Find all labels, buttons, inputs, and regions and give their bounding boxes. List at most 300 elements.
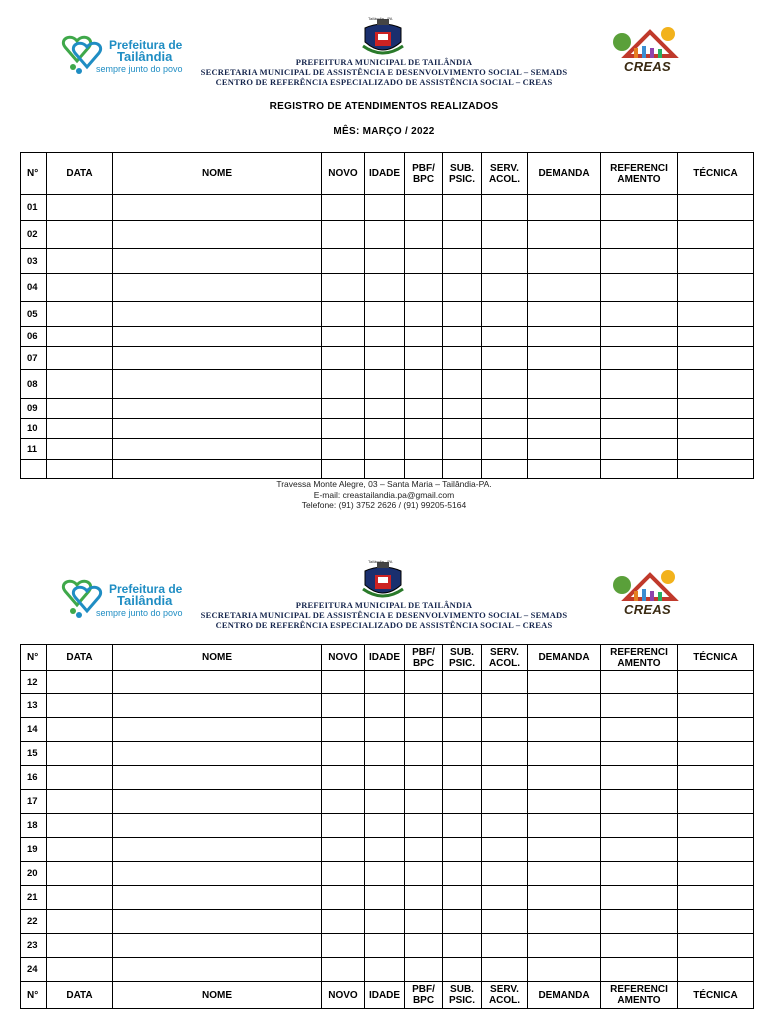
table-row (21, 718, 754, 742)
entry-cell[interactable] (678, 814, 754, 838)
row-number: 08 (21, 370, 47, 399)
row-number: 24 (21, 958, 47, 982)
entry-cell[interactable] (322, 910, 365, 934)
entry-cell[interactable] (405, 958, 443, 982)
entry-cell[interactable] (678, 671, 754, 694)
entry-cell[interactable] (601, 347, 678, 370)
entry-cell[interactable] (528, 249, 601, 274)
entry-cell[interactable] (322, 742, 365, 766)
entry-cell[interactable] (365, 347, 405, 370)
entry-cell[interactable] (47, 195, 113, 221)
entry-cell[interactable] (482, 370, 528, 399)
entry-cell[interactable] (678, 274, 754, 302)
entry-cell[interactable] (405, 862, 443, 886)
entry-cell[interactable] (443, 886, 482, 910)
entry-cell[interactable] (113, 302, 322, 327)
entry-cell[interactable] (601, 766, 678, 790)
entry-cell[interactable] (601, 790, 678, 814)
entry-cell[interactable] (601, 742, 678, 766)
entry-cell[interactable] (113, 838, 322, 862)
entry-cell[interactable] (601, 718, 678, 742)
entry-cell[interactable] (528, 195, 601, 221)
entry-cell[interactable] (405, 838, 443, 862)
entry-cell[interactable] (322, 862, 365, 886)
table-row (21, 790, 754, 814)
entry-cell[interactable] (365, 460, 405, 479)
entry-cell[interactable] (113, 347, 322, 370)
entry-cell[interactable] (405, 221, 443, 249)
entry-cell[interactable] (322, 460, 365, 479)
entry-cell[interactable] (678, 862, 754, 886)
entry-cell[interactable] (482, 886, 528, 910)
row-number: 09 (21, 399, 47, 419)
creas-logo-text: CREAS (624, 602, 672, 617)
entry-cell[interactable] (322, 790, 365, 814)
entry-cell[interactable] (47, 399, 113, 419)
entry-cell[interactable] (678, 910, 754, 934)
entry-cell[interactable] (678, 302, 754, 327)
entry-cell[interactable] (528, 419, 601, 439)
entry-cell[interactable] (482, 274, 528, 302)
entry-cell[interactable] (365, 274, 405, 302)
entry-cell[interactable] (678, 766, 754, 790)
entry-cell[interactable] (113, 934, 322, 958)
entry-cell[interactable] (365, 419, 405, 439)
entry-cell[interactable] (601, 862, 678, 886)
row-number: 11 (21, 439, 47, 460)
entry-cell[interactable] (365, 910, 405, 934)
column-header: TÉCNICA (678, 153, 754, 195)
entry-cell[interactable] (443, 958, 482, 982)
entry-cell[interactable] (322, 838, 365, 862)
entry-cell[interactable] (482, 934, 528, 958)
entry-cell[interactable] (528, 886, 601, 910)
entry-cell[interactable] (365, 399, 405, 419)
entry-cell[interactable] (443, 221, 482, 249)
entry-cell[interactable] (482, 195, 528, 221)
entry-cell[interactable] (678, 694, 754, 718)
entry-cell[interactable] (47, 838, 113, 862)
entry-cell[interactable] (47, 370, 113, 399)
municipal-crest-icon (361, 16, 405, 58)
entry-cell[interactable] (482, 249, 528, 274)
entry-cell[interactable] (443, 439, 482, 460)
entry-cell[interactable] (365, 370, 405, 399)
entry-cell[interactable] (601, 302, 678, 327)
entry-cell[interactable] (113, 742, 322, 766)
entry-cell[interactable] (113, 327, 322, 347)
row-number: 13 (21, 694, 47, 718)
entry-cell[interactable] (113, 814, 322, 838)
logo-text-line3: sempre junto do povo (96, 64, 183, 74)
entry-cell[interactable] (365, 195, 405, 221)
entry-cell[interactable] (365, 327, 405, 347)
entry-cell[interactable] (678, 742, 754, 766)
entry-cell[interactable] (405, 399, 443, 419)
entry-cell[interactable] (47, 419, 113, 439)
entry-cell[interactable] (482, 302, 528, 327)
entry-cell[interactable] (365, 694, 405, 718)
row-number: 20 (21, 862, 47, 886)
entry-cell[interactable] (405, 910, 443, 934)
entry-cell[interactable] (678, 249, 754, 274)
entry-cell[interactable] (47, 221, 113, 249)
entry-cell[interactable] (322, 439, 365, 460)
entry-cell[interactable] (113, 958, 322, 982)
entry-cell[interactable] (482, 347, 528, 370)
entry-cell[interactable] (443, 742, 482, 766)
entry-cell[interactable] (322, 399, 365, 419)
entry-cell[interactable] (601, 814, 678, 838)
entry-cell[interactable] (405, 249, 443, 274)
entry-cell[interactable] (365, 718, 405, 742)
entry-cell[interactable] (528, 862, 601, 886)
entry-cell[interactable] (601, 399, 678, 419)
entry-cell[interactable] (405, 460, 443, 479)
entry-cell[interactable] (482, 327, 528, 347)
entry-cell[interactable] (365, 934, 405, 958)
entry-cell[interactable] (365, 302, 405, 327)
entry-cell[interactable] (365, 790, 405, 814)
gov-line-1: PREFEITURA MUNICIPAL DE TAILÂNDIA (295, 600, 473, 610)
entry-cell[interactable] (405, 934, 443, 958)
entry-cell[interactable] (528, 221, 601, 249)
column-header: REFERENCI AMENTO (601, 982, 678, 1009)
entry-cell[interactable] (365, 221, 405, 249)
table-row (21, 419, 754, 439)
entry-cell[interactable] (482, 910, 528, 934)
entry-cell[interactable] (482, 419, 528, 439)
entry-cell[interactable] (678, 370, 754, 399)
entry-cell[interactable] (482, 766, 528, 790)
entry-cell[interactable] (47, 934, 113, 958)
entry-cell[interactable] (113, 862, 322, 886)
entry-cell[interactable] (528, 370, 601, 399)
entry-cell[interactable] (601, 274, 678, 302)
entry-cell[interactable] (601, 838, 678, 862)
logo-text-line2: Tailândia (117, 49, 173, 64)
entry-cell[interactable] (678, 934, 754, 958)
gov-line-2: SECRETARIA MUNICIPAL DE ASSISTÊNCIA E DESENVOLVIMENTO SOCIAL – SEMADS (200, 67, 568, 77)
row-number: 06 (21, 327, 47, 347)
column-header: PBF/ BPC (405, 645, 443, 671)
entry-cell[interactable] (601, 958, 678, 982)
table-row (21, 274, 754, 302)
entry-cell[interactable] (601, 671, 678, 694)
entry-cell[interactable] (405, 195, 443, 221)
entry-cell[interactable] (528, 327, 601, 347)
table-row (21, 958, 754, 982)
logo-text-line1: Prefeitura de (109, 582, 183, 596)
entry-cell[interactable] (601, 439, 678, 460)
table-row (21, 934, 754, 958)
entry-cell[interactable] (113, 694, 322, 718)
entry-cell[interactable] (365, 886, 405, 910)
entry-cell[interactable] (322, 958, 365, 982)
entry-cell[interactable] (322, 302, 365, 327)
entry-cell[interactable] (443, 347, 482, 370)
entry-cell[interactable] (482, 790, 528, 814)
entry-cell[interactable] (322, 814, 365, 838)
column-header: DATA (47, 982, 113, 1009)
entry-cell[interactable] (601, 327, 678, 347)
entry-cell[interactable] (113, 790, 322, 814)
entry-cell[interactable] (113, 195, 322, 221)
entry-cell[interactable] (482, 718, 528, 742)
entry-cell[interactable] (322, 195, 365, 221)
entry-cell[interactable] (405, 790, 443, 814)
column-header: DATA (47, 153, 113, 195)
entry-cell[interactable] (601, 910, 678, 934)
entry-cell[interactable] (528, 439, 601, 460)
entry-cell[interactable] (365, 766, 405, 790)
entry-cell[interactable] (47, 790, 113, 814)
entry-cell[interactable] (405, 302, 443, 327)
entry-cell[interactable] (443, 766, 482, 790)
entry-cell[interactable] (405, 742, 443, 766)
entry-cell[interactable] (528, 910, 601, 934)
column-header: NOME (113, 645, 322, 671)
entry-cell[interactable] (528, 958, 601, 982)
entry-cell[interactable] (405, 671, 443, 694)
entry-cell[interactable] (528, 694, 601, 718)
entry-cell[interactable] (322, 221, 365, 249)
entry-cell[interactable] (482, 958, 528, 982)
entry-cell[interactable] (322, 419, 365, 439)
entry-cell[interactable] (405, 814, 443, 838)
entry-cell[interactable] (322, 766, 365, 790)
table-row (21, 439, 754, 460)
row-number: 19 (21, 838, 47, 862)
entry-cell[interactable] (482, 460, 528, 479)
entry-cell[interactable] (678, 886, 754, 910)
entry-cell[interactable] (113, 439, 322, 460)
row-number: 22 (21, 910, 47, 934)
entry-cell[interactable] (443, 718, 482, 742)
entry-cell[interactable] (47, 249, 113, 274)
entry-cell[interactable] (443, 694, 482, 718)
column-header: TÉCNICA (678, 645, 754, 671)
entry-cell[interactable] (113, 718, 322, 742)
document-title: REGISTRO DE ATENDIMENTOS REALIZADOS (269, 101, 499, 112)
row-number: 02 (21, 221, 47, 249)
entry-cell[interactable] (482, 838, 528, 862)
table-row (21, 347, 754, 370)
entry-cell[interactable] (528, 399, 601, 419)
entry-cell[interactable] (678, 958, 754, 982)
table-row (21, 862, 754, 886)
entry-cell[interactable] (47, 862, 113, 886)
entry-cell[interactable] (47, 439, 113, 460)
entry-cell[interactable] (47, 742, 113, 766)
entry-cell[interactable] (47, 671, 113, 694)
entry-cell[interactable] (443, 838, 482, 862)
entry-cell[interactable] (405, 419, 443, 439)
entry-cell[interactable] (678, 790, 754, 814)
entry-cell[interactable] (443, 671, 482, 694)
entry-cell[interactable] (113, 370, 322, 399)
entry-cell[interactable] (528, 766, 601, 790)
entry-cell[interactable] (113, 910, 322, 934)
entry-cell[interactable] (528, 274, 601, 302)
entry-cell[interactable] (443, 370, 482, 399)
entry-cell[interactable] (482, 814, 528, 838)
footer (0, 479, 768, 511)
entry-cell[interactable] (47, 327, 113, 347)
entry-cell[interactable] (528, 814, 601, 838)
entry-cell[interactable] (322, 370, 365, 399)
entry-cell[interactable] (47, 766, 113, 790)
entry-cell[interactable] (443, 862, 482, 886)
table-row (21, 742, 754, 766)
entry-cell[interactable] (322, 327, 365, 347)
row-number: 12 (21, 671, 47, 694)
table-header-row (21, 153, 754, 195)
entry-cell[interactable] (365, 838, 405, 862)
gov-line-3: CENTRO DE REFERÊNCIA ESPECIALIZADO DE ASSISTÊNCIA SOCIAL – CREAS (215, 620, 553, 630)
table-row (21, 814, 754, 838)
entry-cell[interactable] (113, 766, 322, 790)
entry-cell[interactable] (443, 814, 482, 838)
entry-cell[interactable] (528, 838, 601, 862)
entry-cell[interactable] (405, 327, 443, 347)
entry-cell[interactable] (678, 221, 754, 249)
entry-cell[interactable] (601, 419, 678, 439)
entry-cell[interactable] (601, 370, 678, 399)
entry-cell[interactable] (113, 460, 322, 479)
entry-cell[interactable] (322, 249, 365, 274)
entry-cell[interactable] (678, 419, 754, 439)
entry-cell[interactable] (528, 671, 601, 694)
column-header: REFERENCI AMENTO (601, 645, 678, 671)
entry-cell[interactable] (678, 347, 754, 370)
entry-cell[interactable] (482, 742, 528, 766)
entry-cell[interactable] (322, 347, 365, 370)
entry-cell[interactable] (528, 934, 601, 958)
entry-cell[interactable] (601, 460, 678, 479)
entry-cell[interactable] (113, 419, 322, 439)
entry-cell[interactable] (365, 958, 405, 982)
gov-line-2: SECRETARIA MUNICIPAL DE ASSISTÊNCIA E DESENVOLVIMENTO SOCIAL – SEMADS (200, 610, 568, 620)
row-number: 23 (21, 934, 47, 958)
entry-cell[interactable] (482, 671, 528, 694)
entry-cell[interactable] (405, 886, 443, 910)
entry-cell[interactable] (678, 327, 754, 347)
entry-cell[interactable] (528, 302, 601, 327)
row-number: 03 (21, 249, 47, 274)
entry-cell[interactable] (482, 399, 528, 419)
entry-cell[interactable] (678, 399, 754, 419)
entry-cell[interactable] (678, 460, 754, 479)
entry-cell[interactable] (482, 694, 528, 718)
entry-cell[interactable] (443, 419, 482, 439)
entry-cell[interactable] (365, 742, 405, 766)
entry-cell[interactable] (113, 221, 322, 249)
entry-cell[interactable] (113, 274, 322, 302)
entry-cell[interactable] (443, 790, 482, 814)
row-number: 04 (21, 274, 47, 302)
entry-cell[interactable] (322, 718, 365, 742)
entry-cell[interactable] (443, 399, 482, 419)
entry-cell[interactable] (443, 249, 482, 274)
entry-cell[interactable] (482, 862, 528, 886)
entry-cell[interactable] (405, 439, 443, 460)
entry-cell[interactable] (113, 886, 322, 910)
column-header: SUB. PSIC. (443, 645, 482, 671)
entry-cell[interactable] (405, 766, 443, 790)
entry-cell[interactable] (365, 671, 405, 694)
entry-cell[interactable] (601, 886, 678, 910)
entry-cell[interactable] (678, 838, 754, 862)
entry-cell[interactable] (528, 790, 601, 814)
entry-cell[interactable] (405, 347, 443, 370)
entry-cell[interactable] (47, 694, 113, 718)
entry-cell[interactable] (113, 399, 322, 419)
entry-cell[interactable] (482, 439, 528, 460)
entry-cell[interactable] (528, 742, 601, 766)
entry-cell[interactable] (443, 910, 482, 934)
entry-cell[interactable] (47, 274, 113, 302)
entry-cell[interactable] (405, 274, 443, 302)
entry-cell[interactable] (678, 439, 754, 460)
entry-cell[interactable] (322, 934, 365, 958)
entry-cell[interactable] (365, 862, 405, 886)
entry-cell[interactable] (443, 327, 482, 347)
entry-cell[interactable] (443, 302, 482, 327)
column-header: SERV. ACOL. (482, 645, 528, 671)
entry-cell[interactable] (322, 671, 365, 694)
entry-cell[interactable] (443, 274, 482, 302)
entry-cell[interactable] (405, 718, 443, 742)
entry-cell[interactable] (601, 195, 678, 221)
entry-cell[interactable] (528, 460, 601, 479)
entry-cell[interactable] (678, 195, 754, 221)
entry-cell[interactable] (47, 302, 113, 327)
entry-cell[interactable] (601, 221, 678, 249)
entry-cell[interactable] (678, 718, 754, 742)
entry-cell[interactable] (113, 249, 322, 274)
entry-cell[interactable] (601, 934, 678, 958)
entry-cell[interactable] (322, 886, 365, 910)
entry-cell[interactable] (405, 694, 443, 718)
entry-cell[interactable] (365, 814, 405, 838)
entry-cell[interactable] (47, 718, 113, 742)
entry-cell[interactable] (47, 460, 113, 479)
entry-cell[interactable] (443, 934, 482, 958)
entry-cell[interactable] (601, 694, 678, 718)
entry-cell[interactable] (47, 886, 113, 910)
entry-cell[interactable] (528, 347, 601, 370)
entry-cell[interactable] (443, 195, 482, 221)
entry-cell[interactable] (365, 439, 405, 460)
entry-cell[interactable] (47, 814, 113, 838)
entry-cell[interactable] (47, 910, 113, 934)
entry-cell[interactable] (47, 958, 113, 982)
entry-cell[interactable] (601, 249, 678, 274)
entry-cell[interactable] (528, 718, 601, 742)
entry-cell[interactable] (322, 694, 365, 718)
entry-cell[interactable] (405, 370, 443, 399)
table-row (21, 766, 754, 790)
entry-cell[interactable] (365, 249, 405, 274)
entry-cell[interactable] (482, 221, 528, 249)
column-header: SERV. ACOL. (482, 153, 528, 195)
entry-cell[interactable] (322, 274, 365, 302)
entry-cell[interactable] (47, 347, 113, 370)
row-number: 07 (21, 347, 47, 370)
entry-cell[interactable] (443, 460, 482, 479)
entry-cell[interactable] (113, 671, 322, 694)
